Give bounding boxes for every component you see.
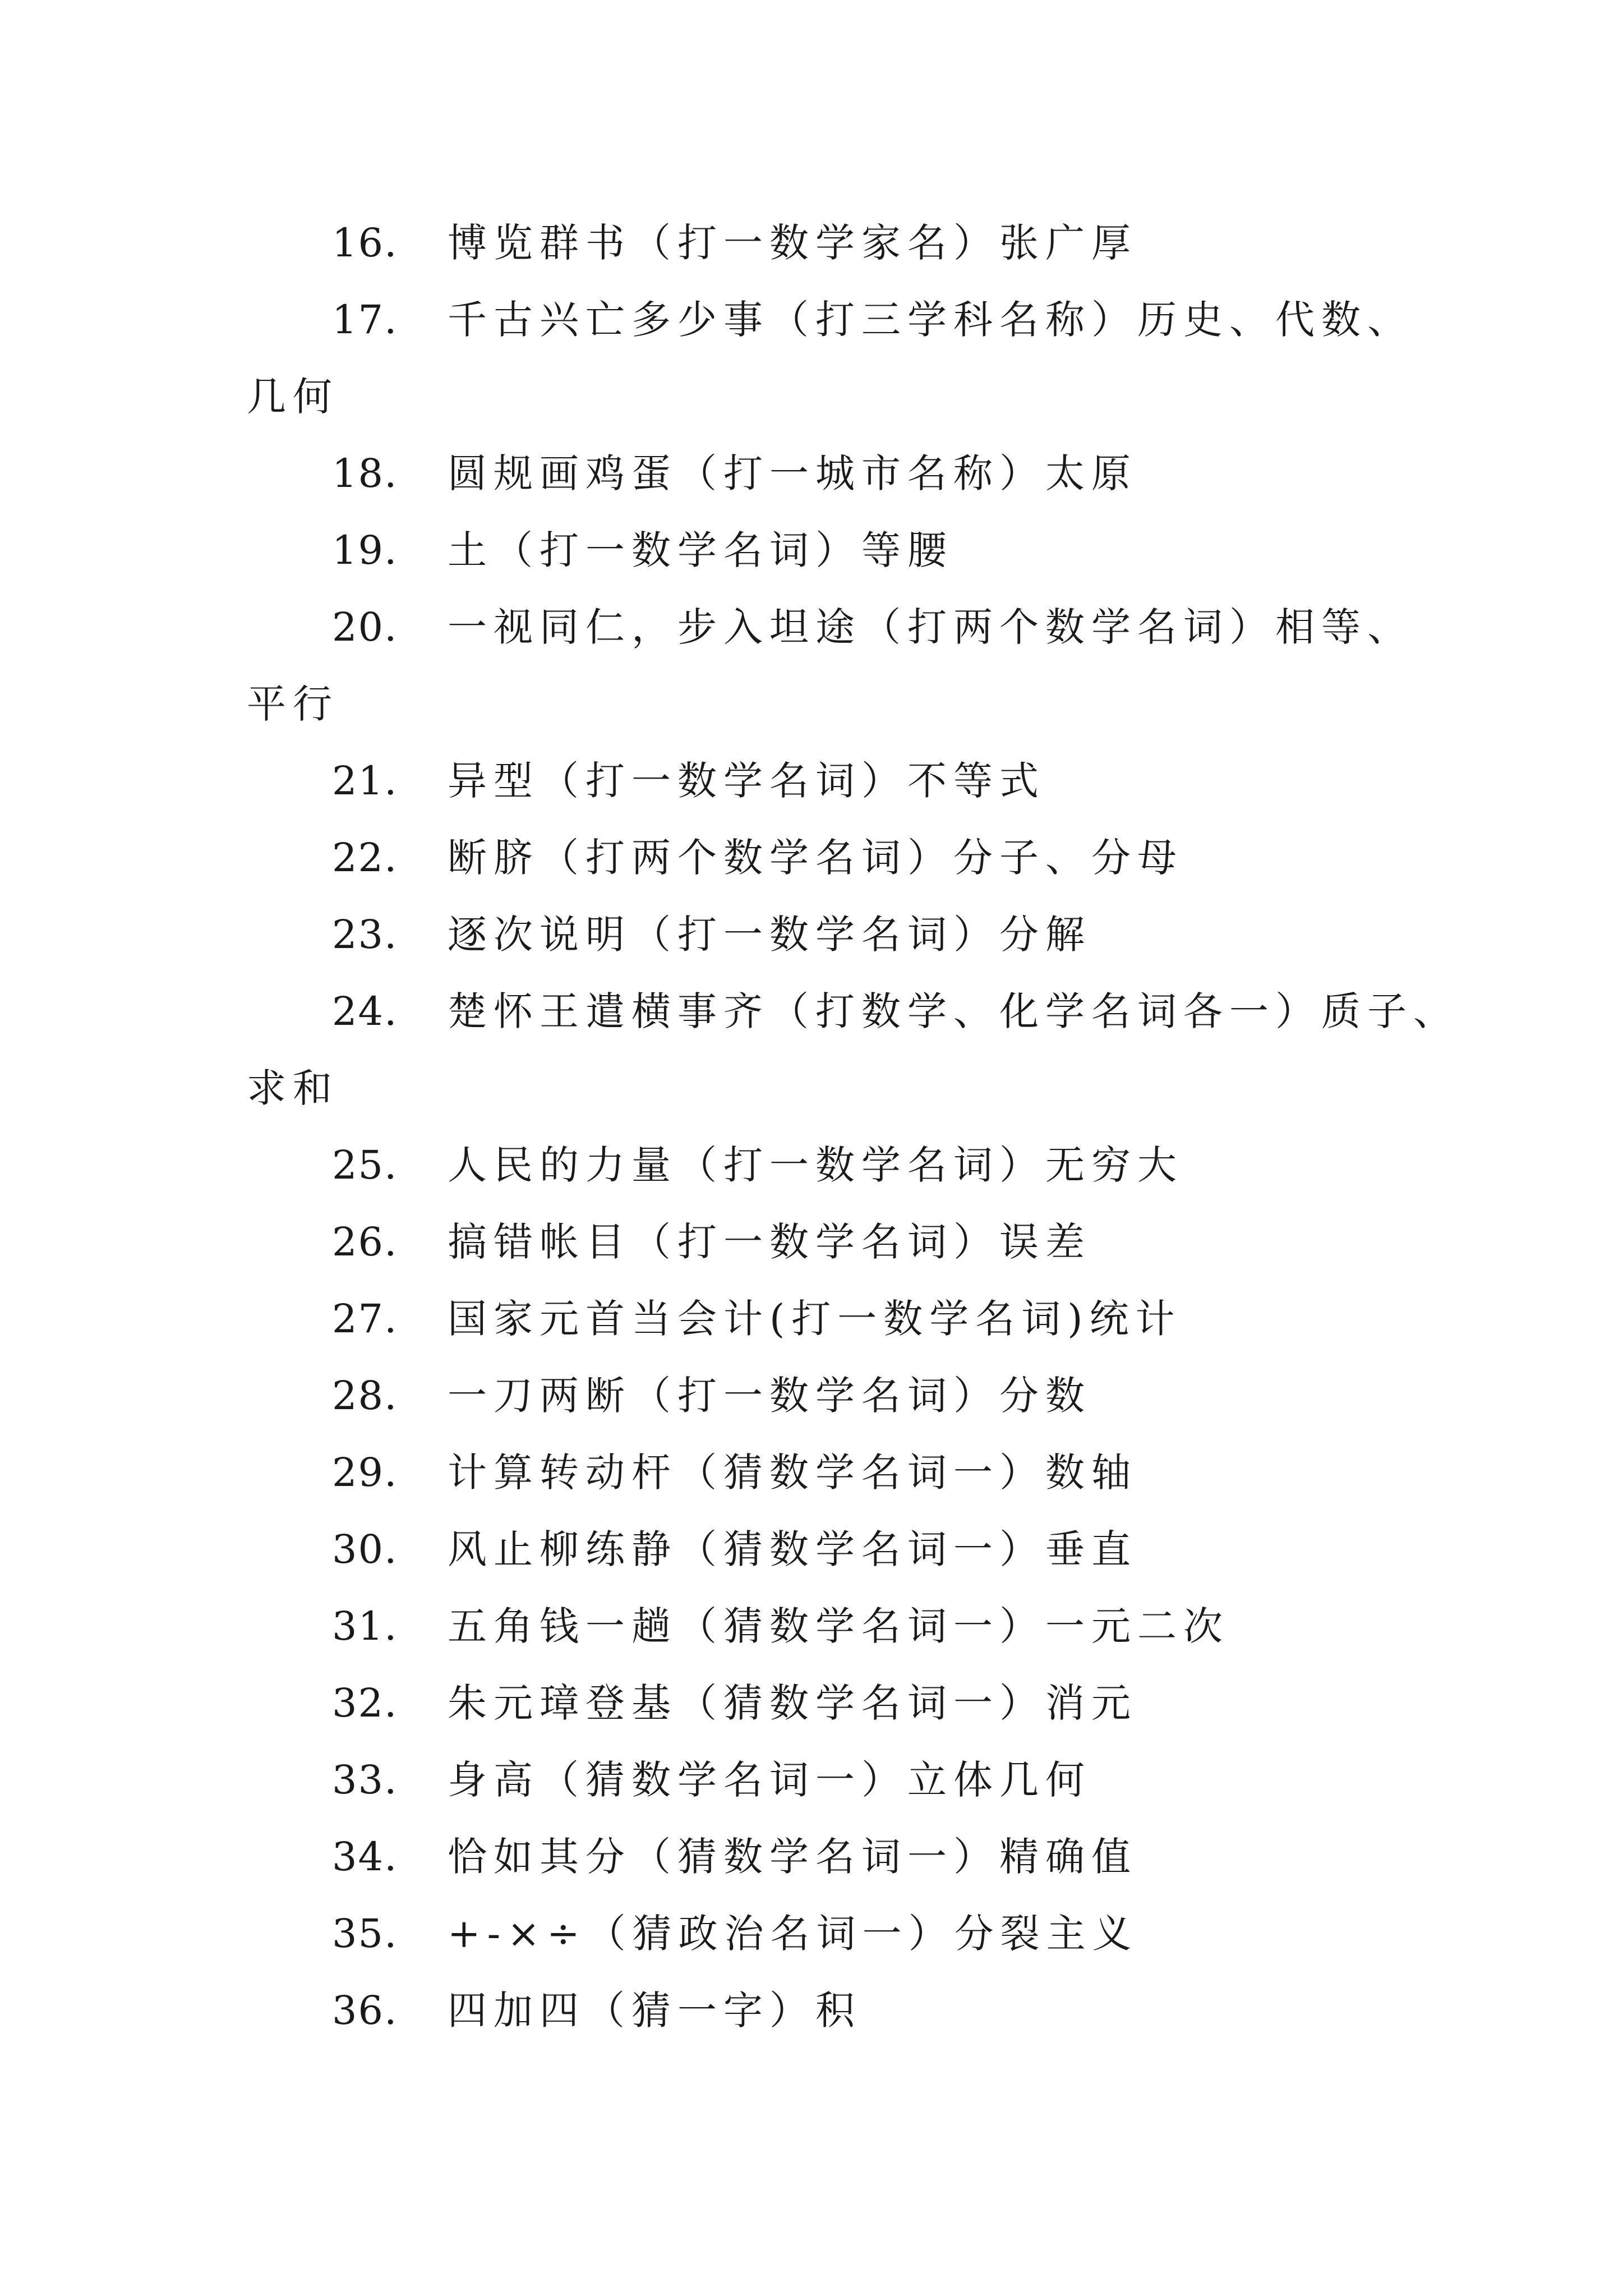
item-text: 朱元璋登基（猜数学名词一）消元 — [448, 1680, 1137, 1726]
item-text: 千古兴亡多少事（打三学科名称）历史、代数、 — [448, 297, 1413, 343]
item-text: 圆规画鸡蛋（打一城市名称）太原 — [448, 450, 1137, 496]
item-text: 博览群书（打一数学家名）张广厚 — [448, 220, 1137, 266]
item-text: 搞错帐目（打一数学名词）误差 — [448, 1219, 1091, 1265]
item-text: 逐次说明（打一数学名词）分解 — [448, 912, 1091, 958]
item-text: 身高（猜数学名词一）立体几何 — [448, 1757, 1091, 1803]
item-number: 19. — [332, 527, 398, 573]
item-text: 一刀两断（打一数学名词）分数 — [448, 1373, 1091, 1419]
item-text: 风止柳练静（猜数学名词一）垂直 — [448, 1526, 1137, 1572]
list-item-continuation — [247, 1050, 1424, 1127]
item-number: 27. — [332, 1296, 398, 1342]
item-number: 16. — [332, 220, 398, 266]
item-number: 34. — [332, 1834, 398, 1880]
list-item — [247, 1434, 1424, 1511]
item-number: 32. — [332, 1680, 398, 1726]
item-number: 30. — [332, 1526, 398, 1572]
list-item-continuation — [247, 666, 1424, 743]
list-item — [247, 896, 1424, 973]
list-item — [247, 1588, 1424, 1665]
item-text: 恰如其分（猜数学名词一）精确值 — [448, 1834, 1137, 1880]
list-item — [247, 1281, 1424, 1358]
list-item — [247, 282, 1424, 358]
item-number: 25. — [332, 1142, 398, 1188]
item-text-continuation: 平行 — [247, 681, 339, 727]
list-item — [247, 1742, 1424, 1819]
list-item — [247, 1665, 1424, 1742]
item-number: 20. — [332, 604, 398, 650]
item-number: 26. — [332, 1219, 398, 1265]
list-item — [247, 1204, 1424, 1281]
item-number: 18. — [332, 450, 398, 496]
list-item — [247, 512, 1424, 589]
list-item — [247, 1511, 1424, 1588]
list-item — [247, 1819, 1424, 1895]
item-text: 一视同仁，步入坦途（打两个数学名词）相等、 — [448, 604, 1413, 650]
list-item — [247, 435, 1424, 512]
item-number: 35. — [332, 1911, 398, 1957]
item-text: 土（打一数学名词）等腰 — [448, 527, 953, 573]
list-item — [247, 973, 1459, 1050]
item-text: 断脐（打两个数学名词）分子、分母 — [448, 835, 1183, 881]
list-item — [247, 1972, 1424, 2049]
item-number: 22. — [332, 835, 398, 881]
item-number: 23. — [332, 912, 398, 958]
item-text: 异型（打一数学名词）不等式 — [448, 758, 1045, 804]
item-text: +-×÷（猜政治名词一）分裂主义 — [448, 1911, 1138, 1957]
item-number: 28. — [332, 1373, 398, 1419]
item-number: 33. — [332, 1757, 398, 1803]
item-text: 人民的力量（打一数学名词）无穷大 — [448, 1142, 1183, 1188]
list-item — [247, 1127, 1424, 1204]
item-text: 四加四（猜一字）积 — [448, 1987, 861, 2033]
item-text-continuation: 求和 — [247, 1065, 339, 1111]
item-number: 24. — [332, 988, 398, 1034]
list-item — [247, 743, 1424, 820]
item-number: 31. — [332, 1603, 398, 1649]
item-text: 计算转动杆（猜数学名词一）数轴 — [448, 1450, 1137, 1496]
item-number: 21. — [332, 758, 398, 804]
item-text: 楚怀王遣横事齐（打数学、化学名词各一）质子、 — [448, 988, 1459, 1034]
list-item-continuation — [247, 358, 1424, 435]
list-item — [247, 205, 1424, 282]
list-item — [247, 1895, 1424, 1972]
item-text: 国家元首当会计(打一数学名词)统计 — [448, 1296, 1182, 1342]
item-number: 36. — [332, 1987, 398, 2033]
item-text-continuation: 几何 — [247, 374, 339, 420]
list-item — [247, 1358, 1424, 1434]
list-item — [247, 589, 1424, 666]
item-number: 17. — [332, 297, 398, 343]
item-number: 29. — [332, 1450, 398, 1496]
list-item — [247, 820, 1424, 896]
item-text: 五角钱一趟（猜数学名词一）一元二次 — [448, 1603, 1229, 1649]
riddle-list — [247, 205, 1459, 2049]
